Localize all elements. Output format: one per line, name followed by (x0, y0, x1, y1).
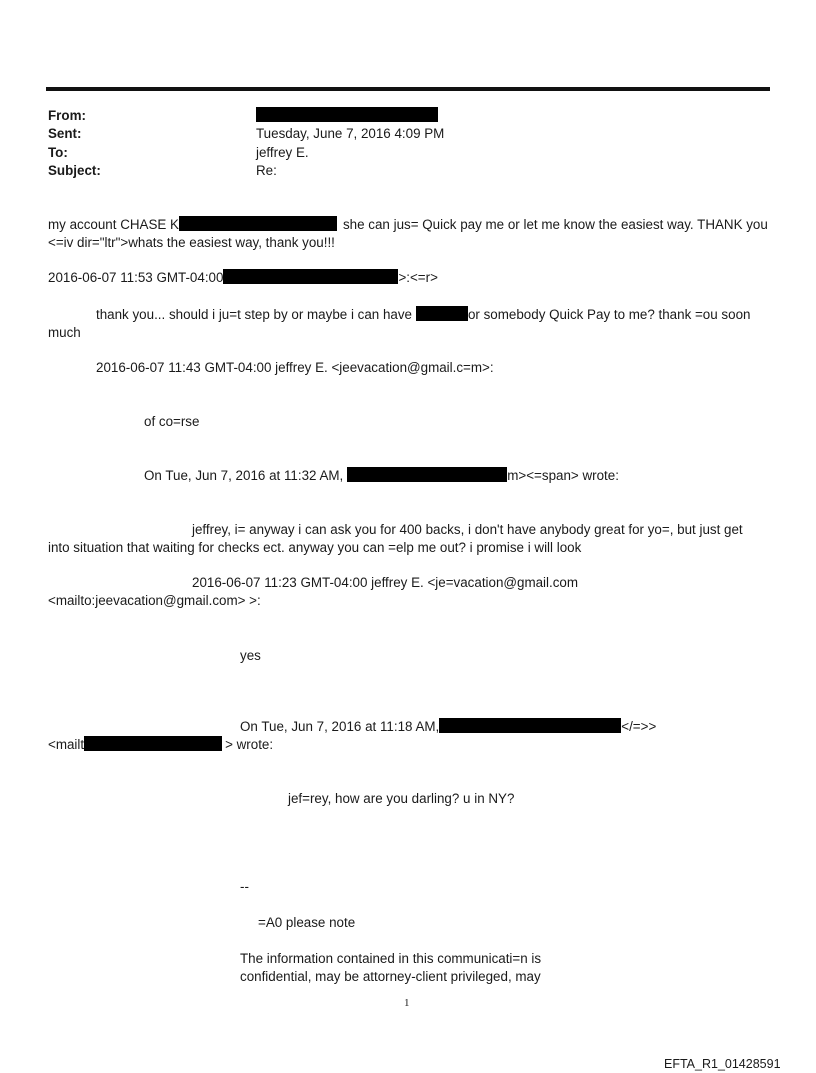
quote-header-2: 2016-06-07 11:43 GMT-04:00 jeffrey E. <jeevacation@gmail.c=m>: (96, 360, 494, 375)
quote-text-1 (96, 306, 750, 324)
quote-header-text: On Tue, Jun 7, 2016 at 11:18 AM, (240, 719, 440, 734)
quote-text-4: yes (240, 648, 261, 663)
to-label: To: (48, 145, 68, 160)
from-value (256, 107, 438, 125)
quote-header-4: 2016-06-07 11:23 GMT-04:00 jeffrey E. <je=vacation@gmail.com (192, 575, 579, 590)
quote-header-4-cont: <mailto:jeevacation@gmail.com> >: (48, 593, 261, 608)
sent-value: Tuesday, June 7, 2016 4:09 PM (256, 126, 445, 141)
quote-text-1-cont: much (48, 325, 81, 340)
quote-tail: >:<=r> (398, 270, 438, 285)
redaction-bar (223, 269, 398, 284)
subject-value: Re: (256, 163, 277, 178)
redaction-bar (256, 107, 438, 122)
quote-header-text: </=>> (621, 719, 657, 734)
redaction-bar (347, 467, 507, 482)
message-text: she can jus= Quick pay me or let me know the easiest way. THANK you (342, 217, 768, 232)
signature-note: =A0 please note (258, 915, 356, 930)
message-line-2: <=iv dir="ltr">whats the easiest way, thank you!!! (48, 235, 335, 250)
quote-text-3: jeffrey, i= anyway i can ask you for 400 backs, i don't have anybody great for yo=, but just get (192, 522, 743, 537)
signature-dash: -- (240, 879, 249, 894)
message-line-1 (48, 216, 768, 234)
quote-header-text: > wrote: (225, 737, 274, 752)
sent-label: Sent: (48, 126, 82, 141)
page-number: 1 (404, 997, 410, 1009)
redaction-bar (416, 306, 468, 321)
confidentiality-text: The information contained in this communicati=n is (240, 951, 542, 966)
redaction-bar (179, 216, 337, 231)
quote-header-text: On Tue, Jun 7, 2016 at 11:32 AM, (144, 468, 344, 483)
quote-header-3 (144, 467, 619, 485)
subject-label: Subject: (48, 163, 101, 178)
redaction-bar (84, 736, 222, 751)
to-value: jeffrey E. (256, 145, 309, 160)
quote-header-text: <mailt (48, 737, 85, 752)
quote-header-5-cont (48, 736, 273, 754)
confidentiality-text-cont: confidential, may be attorney-client privileged, may (240, 969, 541, 984)
quote-text-2: of co=rse (144, 414, 200, 429)
document-id: EFTA_R1_01428591 (664, 1057, 781, 1071)
from-label: From: (48, 108, 86, 123)
quote-text: thank you... should i ju=t step by or maybe i can have (96, 307, 412, 322)
message-text: my account CHASE K (48, 217, 179, 232)
quote-header-5 (240, 718, 656, 736)
redaction-bar (439, 718, 621, 733)
quote-text-3-cont: into situation that waiting for checks ect. anyway you can =elp me out? i promise i will look (48, 540, 582, 555)
quote-header-1 (48, 269, 438, 287)
header-rule (46, 87, 770, 91)
quote-text: or somebody Quick Pay to me? thank =ou soon (467, 307, 751, 322)
quote-date: 2016-06-07 11:53 GMT-04:00 (48, 270, 224, 285)
quote-header-text: m><=span> wrote: (507, 468, 619, 483)
quote-text-5: jef=rey, how are you darling? u in NY? (288, 791, 515, 806)
